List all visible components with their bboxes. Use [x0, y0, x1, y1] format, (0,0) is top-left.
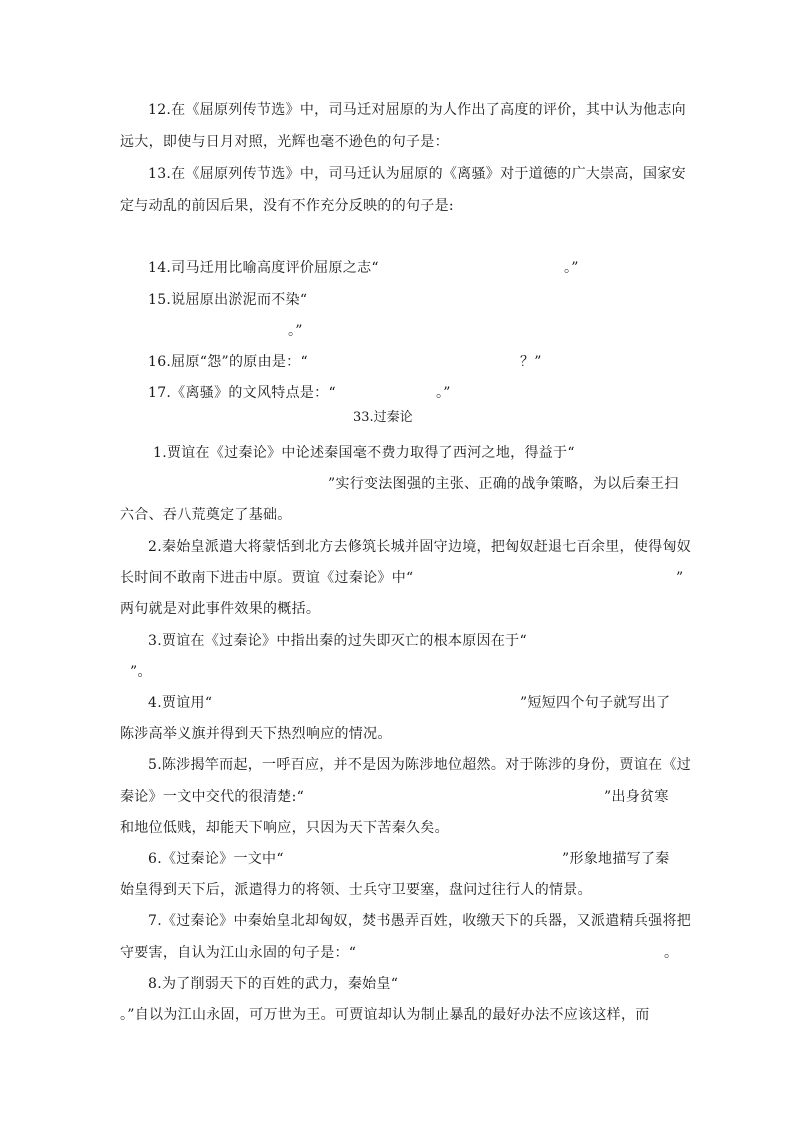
s5-line-1: 5.陈涉揭竿而起，一呼百应，并不是因为陈涉地位超然。对于陈涉的身份，贾谊在《过	[148, 757, 692, 773]
s1-line-1: 1.贾谊在《过秦论》中论述秦国毫不费力取得了西河之地，得益于“	[153, 445, 575, 461]
s6-line-1: 6.《过秦论》一文中“	[148, 851, 284, 867]
q16-end: ？”	[520, 354, 542, 370]
s5-line-3: 和地位低贱，却能天下响应，只因为天下苦秦久矣。	[120, 820, 449, 836]
s3-line-2: ”。	[130, 664, 152, 680]
s8-line-2: 。”自以为江山永固，可万世为王。可贾谊却认为制止暴乱的最好办法不应该这样，而	[120, 1007, 650, 1023]
s5-line-2-end: ”出身贫寒	[604, 789, 669, 805]
s1-line-2: ”实行变法图强的主张、正确的战争策略，为以后秦王扫	[328, 476, 679, 492]
section-title: 33.过秦论	[353, 410, 413, 425]
s2-line-1: 2.秦始皇派遣大将蒙恬到北方去修筑长城并固守边境，把匈奴赶退七百余里，使得匈奴	[148, 539, 692, 555]
q13-line-2: 定与动乱的前因后果，没有不作充分反映的的句子是:	[120, 198, 454, 214]
s6-line-2: 始皇得到天下后，派遣得力的将领、士兵守卫要塞，盘问过往行人的情景。	[120, 882, 592, 898]
s7-line-1: 7.《过秦论》中秦始皇北却匈奴，焚书愚弄百姓，收缴天下的兵器，又派遣精兵强将把	[148, 913, 692, 929]
q12-line-2: 远大，即使与日月对照，光辉也毫不逊色的句子是：	[120, 134, 449, 150]
s2-line-3: 两句就是对此事件效果的概括。	[120, 601, 321, 617]
s2-line-2: 长时间不敢南下进击中原。贾谊《过秦论》中“	[120, 570, 414, 586]
s7-line-2-end: 。	[664, 945, 679, 961]
s4-line-2: 陈涉高举义旗并得到天下热烈响应的情况。	[120, 726, 392, 742]
q17-end: 。”	[436, 385, 451, 401]
q15-end: 。”	[288, 323, 303, 339]
q14-line-1: 14.司马迁用比喻高度评价屈原之志“	[148, 260, 379, 276]
q13-line-1: 13.在《屈原列传节选》中，司马迁认为屈原的《离骚》对于道德的广大崇高，国家安	[148, 166, 686, 182]
s2-line-2-end: ”	[676, 570, 684, 586]
s6-line-1-end: ”形象地描写了秦	[562, 851, 670, 867]
q15-line-1: 15.说屈原出淤泥而不染“	[148, 292, 308, 308]
s5-line-2: 秦论》一文中交代的很清楚:“	[120, 789, 305, 805]
s7-line-2: 守要害，自认为江山永固的句子是：“	[120, 945, 357, 961]
s1-line-3: 六合、吞八荒奠定了基础。	[120, 507, 292, 523]
s4-line-1: 4.贾谊用“	[148, 695, 213, 711]
q16-line-1: 16.屈原“怨”的原由是：“	[148, 354, 308, 370]
q12-line-1: 12.在《屈原列传节选》中，司马迁对屈原的为人作出了高度的评价，其中认为他志向	[148, 102, 686, 118]
q17-line-1: 17.《离骚》的文风特点是：“	[148, 385, 336, 401]
s8-line-1: 8.为了削弱天下的百姓的武力，秦始皇“	[148, 976, 399, 992]
s4-line-1-end: ”短短四个句子就写出了	[520, 695, 671, 711]
q14-end: 。”	[564, 260, 579, 276]
s3-line-1: 3.贾谊在《过秦论》中指出秦的过失即灭亡的根本原因在于“	[148, 633, 527, 649]
